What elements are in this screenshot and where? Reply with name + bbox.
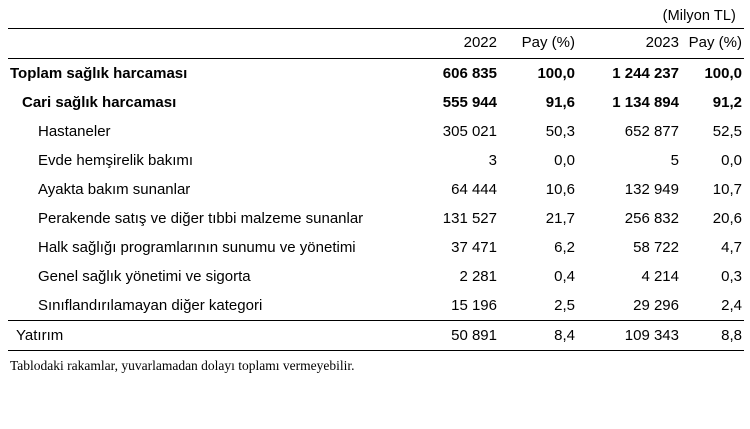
table-row (8, 59, 744, 89)
row-value-2023: 5 (670, 152, 679, 169)
row-value-2023: 1 244 237 (612, 65, 679, 82)
table-header (8, 29, 744, 59)
unit-note: (Milyon TL) (662, 8, 736, 24)
row-value-2022: 50 891 (404, 321, 499, 351)
table-row (8, 88, 744, 117)
row-share-2022: 6,2 (554, 239, 575, 256)
row-share-2023: 0,0 (721, 152, 742, 169)
table-row (8, 321, 744, 351)
table-row (8, 117, 744, 146)
row-share-2022: 50,3 (545, 123, 575, 140)
row-label: Hastaneler (38, 123, 111, 140)
row-share-2023: 8,8 (681, 321, 744, 351)
row-value-2022: 64 444 (451, 181, 497, 198)
row-share-2023: 10,7 (712, 181, 742, 198)
column-header-pay-2023: Pay (%) (681, 29, 744, 59)
row-value-2022: 606 835 (442, 65, 497, 82)
column-header-2023: 2023 (577, 29, 681, 59)
row-share-2023: 20,6 (712, 210, 742, 227)
column-header-2022: 2022 (404, 29, 499, 59)
row-label: Ayakta bakım sunanlar (38, 181, 191, 198)
row-value-2022: 131 527 (442, 210, 497, 227)
row-value-2022: 37 471 (451, 239, 497, 256)
table-body (8, 59, 744, 351)
table-row (8, 233, 744, 262)
row-value-2022: 2 281 (459, 268, 497, 285)
row-share-2022: 0,0 (554, 152, 575, 169)
table-row (8, 291, 744, 321)
table-row (8, 204, 744, 233)
table-row (8, 175, 744, 204)
row-label: Halk sağlığı programlarının sunumu ve yönetimi (38, 239, 356, 256)
row-share-2022: 0,4 (554, 268, 575, 285)
row-value-2023: 1 134 894 (612, 94, 679, 111)
row-share-2023: 91,2 (712, 94, 742, 111)
row-label: Toplam sağlık harcaması (10, 65, 188, 82)
row-share-2023: 4,7 (721, 239, 742, 256)
row-share-2022: 21,7 (545, 210, 575, 227)
table-row (8, 146, 744, 175)
row-share-2022: 91,6 (545, 94, 575, 111)
column-header-label (8, 29, 404, 59)
row-label: Cari sağlık harcaması (22, 94, 177, 111)
table-row (8, 262, 744, 291)
column-header-pay-2022: Pay (%) (499, 29, 577, 59)
row-share-2023: 2,4 (721, 297, 742, 314)
row-label: Perakende satış ve diğer tıbbi malzeme sunanlar (38, 210, 364, 227)
row-value-2023: 132 949 (624, 181, 679, 198)
row-share-2022: 2,5 (554, 297, 575, 314)
row-value-2023: 256 832 (624, 210, 679, 227)
row-label: Sınıflandırılamayan diğer kategori (38, 297, 263, 314)
row-label: Evde hemşirelik bakımı (38, 152, 194, 169)
row-label: Genel sağlık yönetimi ve sigorta (38, 268, 251, 285)
row-share-2023: 52,5 (712, 123, 742, 140)
health-expenditure-table (8, 28, 744, 351)
row-share-2022: 10,6 (545, 181, 575, 198)
row-share-2022: 8,4 (499, 321, 577, 351)
row-label: Yatırım (8, 321, 404, 351)
row-value-2023: 4 214 (641, 268, 679, 285)
row-share-2023: 0,3 (721, 268, 742, 285)
row-value-2022: 305 021 (442, 123, 497, 140)
row-share-2023: 100,0 (704, 65, 742, 82)
row-value-2022: 555 944 (442, 94, 497, 111)
row-value-2022: 3 (488, 152, 497, 169)
row-value-2023: 652 877 (624, 123, 679, 140)
row-value-2023: 29 296 (633, 297, 679, 314)
row-value-2023: 58 722 (633, 239, 679, 256)
row-value-2022: 15 196 (451, 297, 497, 314)
row-value-2023: 109 343 (577, 321, 681, 351)
row-share-2022: 100,0 (537, 65, 575, 82)
table-footnote: Tablodaki rakamlar, yuvarlamadan dolayı toplamı vermeyebilir. (10, 358, 355, 373)
